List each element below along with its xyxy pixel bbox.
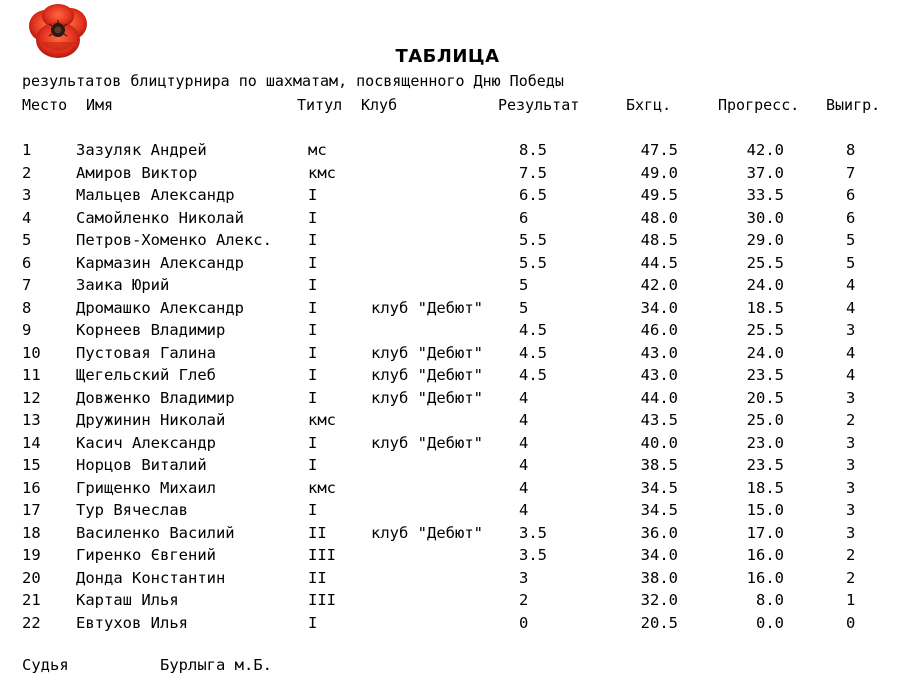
row-title: II: [308, 569, 327, 587]
row-wins: 2: [846, 411, 856, 429]
row-name: Мальцев Александр: [76, 186, 235, 204]
row-title: кмс: [308, 164, 336, 182]
header-wins: Выигр.: [826, 96, 881, 114]
row-place: 15: [22, 456, 41, 474]
row-wins: 3: [846, 456, 856, 474]
row-place: 22: [22, 614, 41, 632]
row-name: Пустовая Галина: [76, 344, 216, 362]
row-result: 4: [519, 411, 529, 429]
row-progressive: 24.0: [746, 344, 784, 362]
row-progressive: 18.5: [746, 299, 784, 317]
row-place: 3: [22, 186, 32, 204]
row-name: Евтухов Илья: [76, 614, 188, 632]
row-buchholz: 34.0: [640, 299, 678, 317]
row-buchholz: 38.0: [640, 569, 678, 587]
row-result: 3.5: [519, 546, 547, 564]
row-place: 21: [22, 591, 41, 609]
row-name: Василенко Василий: [76, 524, 235, 542]
row-result: 4: [519, 501, 529, 519]
row-title: I: [308, 299, 318, 317]
row-name: Дромашко Александр: [76, 299, 244, 317]
row-progressive: 23.5: [746, 456, 784, 474]
row-place: 20: [22, 569, 41, 587]
row-buchholz: 47.5: [640, 141, 678, 159]
row-result: 6.5: [519, 186, 547, 204]
row-club: клуб "Дебют": [371, 389, 483, 407]
row-progressive: 25.5: [746, 254, 784, 272]
row-wins: 7: [846, 164, 856, 182]
row-progressive: 23.5: [746, 366, 784, 384]
row-buchholz: 36.0: [640, 524, 678, 542]
row-title: кмс: [308, 411, 336, 429]
page-subtitle: результатов блицтурнира по шахматам, посвященного Дню Победы: [22, 72, 564, 90]
row-buchholz: 32.0: [640, 591, 678, 609]
page-title: ТАБЛИЦА: [395, 46, 500, 67]
row-title: I: [308, 501, 318, 519]
row-name: Петров-Хоменко Алекс.: [76, 231, 272, 249]
row-wins: 6: [846, 186, 856, 204]
row-place: 10: [22, 344, 41, 362]
row-buchholz: 34.0: [640, 546, 678, 564]
row-club: клуб "Дебют": [371, 434, 483, 452]
row-buchholz: 34.5: [640, 479, 678, 497]
row-progressive: 23.0: [746, 434, 784, 452]
row-buchholz: 49.5: [640, 186, 678, 204]
row-name: Щегельский Глеб: [76, 366, 216, 384]
row-result: 5.5: [519, 231, 547, 249]
row-buchholz: 49.0: [640, 164, 678, 182]
header-name: Имя: [86, 96, 114, 114]
row-name: Корнеев Владимир: [76, 321, 226, 339]
judge-label: Судья: [22, 656, 69, 674]
row-progressive: 20.5: [746, 389, 784, 407]
row-progressive: 37.0: [746, 164, 784, 182]
row-result: 7.5: [519, 164, 547, 182]
row-result: 2: [519, 591, 529, 609]
row-buchholz: 20.5: [640, 614, 678, 632]
row-progressive: 18.5: [746, 479, 784, 497]
row-buchholz: 42.0: [640, 276, 678, 294]
row-progressive: 16.0: [746, 569, 784, 587]
row-wins: 3: [846, 321, 856, 339]
row-title: III: [308, 591, 336, 609]
row-buchholz: 43.0: [640, 344, 678, 362]
row-buchholz: 43.5: [640, 411, 678, 429]
row-buchholz: 43.0: [640, 366, 678, 384]
row-name: Довженко Владимир: [76, 389, 235, 407]
row-result: 4.5: [519, 344, 547, 362]
row-name: Зазуляк Андрей: [76, 141, 207, 159]
header-result: Результат: [498, 96, 580, 114]
row-place: 9: [22, 321, 32, 339]
judge-name: Бурлыга м.Б.: [160, 656, 272, 674]
row-wins: 0: [846, 614, 856, 632]
row-buchholz: 44.0: [640, 389, 678, 407]
row-result: 5: [519, 299, 529, 317]
row-name: Грищенко Михаил: [76, 479, 216, 497]
row-title: I: [308, 456, 318, 474]
row-result: 4: [519, 389, 529, 407]
row-result: 3.5: [519, 524, 547, 542]
row-place: 18: [22, 524, 41, 542]
row-progressive: 17.0: [746, 524, 784, 542]
row-result: 0: [519, 614, 529, 632]
row-result: 4: [519, 479, 529, 497]
row-wins: 2: [846, 569, 856, 587]
row-buchholz: 38.5: [640, 456, 678, 474]
row-name: Заика Юрий: [76, 276, 170, 294]
row-place: 12: [22, 389, 41, 407]
header-title: Титул: [297, 96, 343, 114]
row-wins: 3: [846, 479, 856, 497]
row-wins: 5: [846, 254, 856, 272]
row-progressive: 29.0: [746, 231, 784, 249]
row-name: Норцов Виталий: [76, 456, 207, 474]
row-title: кмс: [308, 479, 336, 497]
row-wins: 3: [846, 524, 856, 542]
row-place: 8: [22, 299, 32, 317]
row-progressive: 15.0: [746, 501, 784, 519]
row-title: I: [308, 366, 318, 384]
row-name: Карташ Илья: [76, 591, 179, 609]
row-wins: 6: [846, 209, 856, 227]
row-progressive: 16.0: [746, 546, 784, 564]
row-result: 4.5: [519, 366, 547, 384]
row-title: I: [308, 344, 318, 362]
row-place: 13: [22, 411, 41, 429]
row-name: Донда Константин: [76, 569, 226, 587]
row-progressive: 30.0: [746, 209, 784, 227]
row-wins: 3: [846, 501, 856, 519]
row-place: 17: [22, 501, 41, 519]
row-result: 4: [519, 456, 529, 474]
row-club: клуб "Дебют": [371, 524, 483, 542]
row-buchholz: 44.5: [640, 254, 678, 272]
row-wins: 5: [846, 231, 856, 249]
row-title: I: [308, 614, 318, 632]
header-progressive: Прогресс.: [718, 96, 800, 114]
row-title: I: [308, 254, 318, 272]
row-place: 2: [22, 164, 32, 182]
row-progressive: 25.0: [746, 411, 784, 429]
row-title: I: [308, 276, 318, 294]
row-wins: 4: [846, 299, 856, 317]
row-place: 14: [22, 434, 41, 452]
header-place: Место: [22, 96, 68, 114]
row-name: Кармазин Александр: [76, 254, 244, 272]
row-progressive: 24.0: [746, 276, 784, 294]
row-club: клуб "Дебют": [371, 344, 483, 362]
row-club: клуб "Дебют": [371, 299, 483, 317]
row-name: Амиров Виктор: [76, 164, 198, 182]
row-wins: 1: [846, 591, 856, 609]
row-buchholz: 48.0: [640, 209, 678, 227]
row-wins: 3: [846, 389, 856, 407]
row-buchholz: 48.5: [640, 231, 678, 249]
row-title: I: [308, 389, 318, 407]
header-club: Клуб: [361, 96, 398, 114]
row-progressive: 33.5: [746, 186, 784, 204]
row-place: 19: [22, 546, 41, 564]
row-title: I: [308, 186, 318, 204]
row-name: Дружинин Николай: [76, 411, 226, 429]
row-wins: 3: [846, 434, 856, 452]
row-place: 5: [22, 231, 32, 249]
row-wins: 4: [846, 276, 856, 294]
row-title: I: [308, 231, 318, 249]
row-title: II: [308, 524, 327, 542]
row-result: 8.5: [519, 141, 547, 159]
row-progressive: 42.0: [746, 141, 784, 159]
header-buchholz: Бхгц.: [626, 96, 672, 114]
row-place: 11: [22, 366, 41, 384]
row-progressive: 8.0: [756, 591, 784, 609]
row-result: 5: [519, 276, 529, 294]
row-result: 6: [519, 209, 529, 227]
row-title: I: [308, 434, 318, 452]
row-result: 5.5: [519, 254, 547, 272]
row-name: Гиренко Євгений: [76, 546, 216, 564]
row-wins: 4: [846, 366, 856, 384]
row-name: Самойленко Николай: [76, 209, 244, 227]
row-place: 6: [22, 254, 32, 272]
row-result: 4: [519, 434, 529, 452]
row-title: I: [308, 321, 318, 339]
row-buchholz: 46.0: [640, 321, 678, 339]
row-progressive: 0.0: [756, 614, 784, 632]
row-place: 4: [22, 209, 32, 227]
row-name: Тур Вячеслав: [76, 501, 188, 519]
row-name: Касич Александр: [76, 434, 216, 452]
row-result: 4.5: [519, 321, 547, 339]
row-wins: 2: [846, 546, 856, 564]
row-place: 16: [22, 479, 41, 497]
row-title: I: [308, 209, 318, 227]
row-progressive: 25.5: [746, 321, 784, 339]
row-place: 1: [22, 141, 32, 159]
row-place: 7: [22, 276, 32, 294]
row-title: мс: [308, 141, 327, 159]
row-wins: 8: [846, 141, 856, 159]
row-result: 3: [519, 569, 529, 587]
row-buchholz: 40.0: [640, 434, 678, 452]
row-club: клуб "Дебют": [371, 366, 483, 384]
row-wins: 4: [846, 344, 856, 362]
row-title: III: [308, 546, 336, 564]
row-buchholz: 34.5: [640, 501, 678, 519]
